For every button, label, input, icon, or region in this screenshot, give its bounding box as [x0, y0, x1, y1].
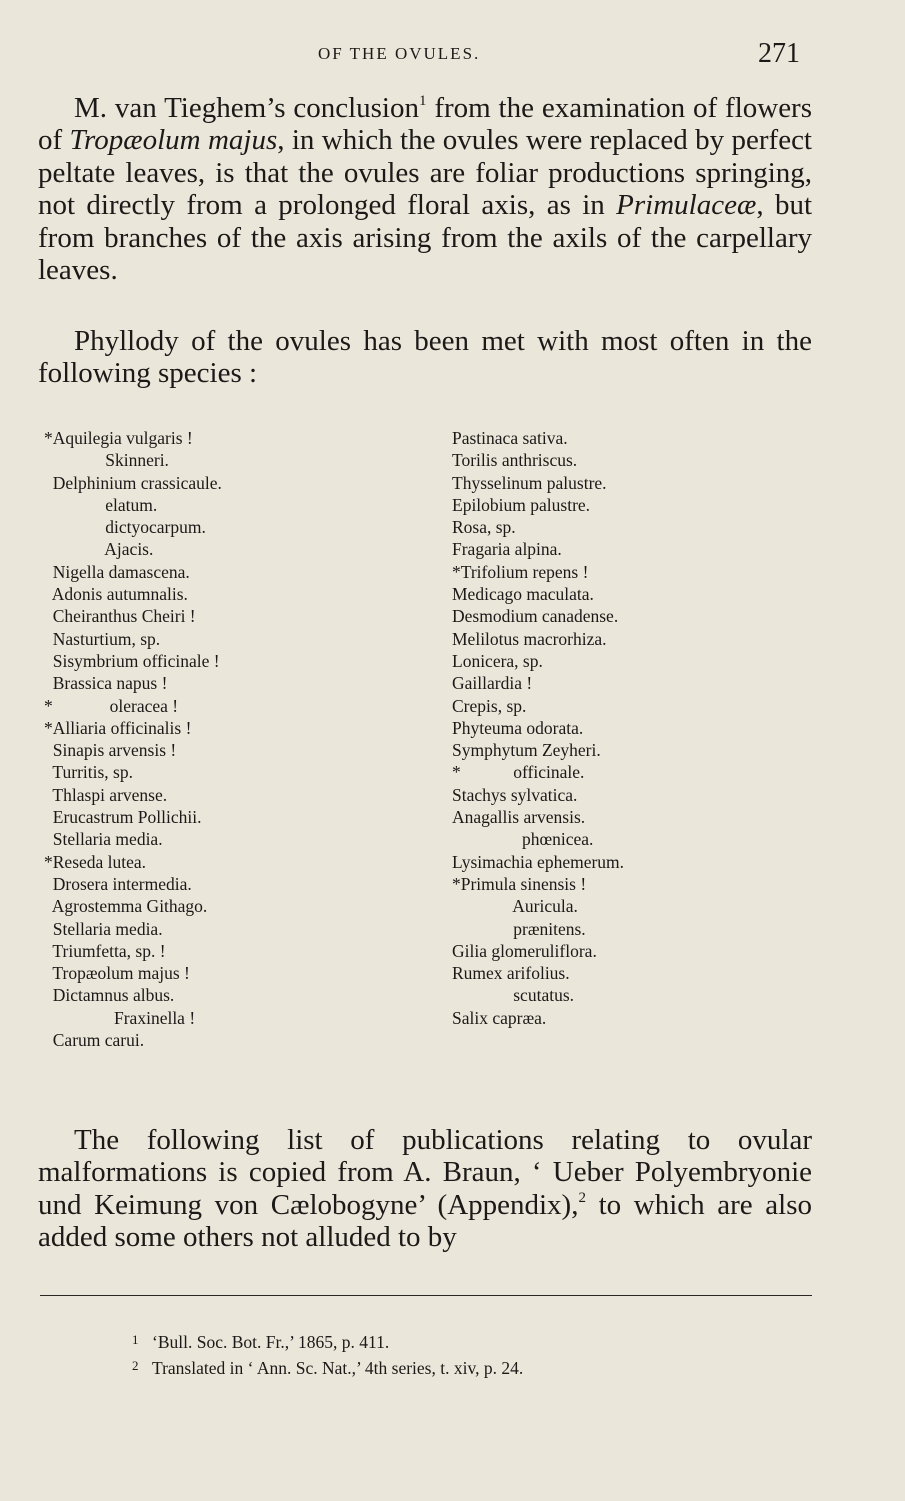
footnotes — [132, 1328, 812, 1380]
species-item: Fragaria alpina. — [452, 539, 562, 560]
species-item: Brassica napus ! — [44, 673, 168, 694]
species-list-left — [44, 427, 414, 1051]
species-item: elatum. — [44, 494, 158, 515]
species-item: Carum carui. — [44, 1030, 145, 1051]
species-item: Drosera intermedia. — [44, 873, 192, 894]
species-item: Gilia glomeruliflora. — [452, 940, 597, 961]
paragraph-text: , in which the ovules were replaced by perfect peltate leaves, is that the ovules are foliar productions springing, not directly from a prolonged floral axis, as in — [38, 124, 812, 222]
species-item: dictyocarpum. — [44, 517, 206, 538]
species-list-right — [452, 427, 792, 1029]
footnote-ref-2: 2 — [578, 1189, 586, 1206]
paragraph-publications — [38, 1124, 812, 1254]
footnote — [132, 1354, 812, 1380]
species-item: Lysimachia ephemerum. — [452, 851, 625, 872]
footnote-text: ‘Bull. Soc. Bot. Fr.,’ 1865, p. 411. — [152, 1332, 390, 1352]
species-item: * officinale. — [452, 762, 585, 783]
species-item: scutatus. — [452, 985, 575, 1006]
species-item: * oleracea ! — [44, 695, 179, 716]
taxon-italic: Primulaceæ — [616, 189, 757, 222]
species-item: Dictamnus albus. — [44, 985, 175, 1006]
paragraph-text: from the examination of flowers of — [38, 92, 813, 157]
paragraph-phyllody: Phyllody of the ovules has been met with most often in the following species : — [38, 325, 812, 390]
species-item: *Aquilegia vulgaris ! — [44, 428, 193, 448]
species-item: Phyteuma odorata. — [452, 717, 584, 738]
species-item: Torilis anthriscus. — [452, 450, 578, 471]
species-item: Turritis, sp. — [44, 762, 133, 783]
species-item: *Trifolium repens ! — [452, 561, 589, 582]
species-item: Skinneri. — [44, 450, 169, 471]
paragraph-text: The following list of publications relating to ovular malformations is copied from A. Braun, ‘ Ueber Polyembryonie und Keimung von Cælobogyne’ (Appendix), — [38, 1124, 812, 1221]
species-item: *Primula sinensis ! — [452, 873, 587, 894]
species-item: Agrostemma Githago. — [44, 896, 208, 917]
species-item: Melilotus macrorhiza. — [452, 628, 607, 649]
species-item: Gaillardia ! — [452, 673, 533, 694]
species-item: Thysselinum palustre. — [452, 472, 607, 493]
species-item: Crepis, sp. — [452, 695, 527, 716]
paragraph-text: to which are also added some others not alluded to by — [38, 1188, 812, 1254]
species-item: Stachys sylvatica. — [452, 784, 578, 805]
footnote-mark: 2 — [132, 1358, 139, 1373]
species-item: Epilobium palustre. — [452, 494, 591, 515]
footnote-divider — [40, 1295, 812, 1296]
species-item: Triumfetta, sp. ! — [44, 940, 166, 961]
species-item: Delphinium crassicaule. — [44, 472, 222, 493]
species-item: Rosa, sp. — [452, 517, 516, 538]
species-item: Auricula. — [452, 896, 578, 917]
species-item: Fraxinella ! — [44, 1007, 196, 1028]
species-item: prænitens. — [452, 918, 586, 939]
species-item: Cheiranthus Cheiri ! — [44, 606, 196, 627]
species-item: Anagallis arvensis. — [452, 807, 586, 828]
paragraph-van-tieghem — [38, 92, 812, 286]
taxon-italic: Tropæolum majus — [69, 124, 278, 157]
species-item: Sisymbrium officinale ! — [44, 650, 220, 671]
species-item: Sinapis arvensis ! — [44, 740, 177, 761]
paragraph-text: , but from branches of the axis arising from the axils of the carpellary leaves. — [38, 189, 812, 287]
page-number: 271 — [758, 38, 800, 69]
species-item: *Reseda lutea. — [44, 851, 147, 872]
species-item: Ajacis. — [44, 539, 154, 560]
species-item: Adonis autumnalis. — [44, 584, 188, 605]
footnote-mark: 1 — [132, 1332, 139, 1347]
footnote-ref-1: 1 — [418, 93, 427, 109]
species-item: phœnicea. — [452, 829, 594, 850]
species-item: Nigella damascena. — [44, 561, 190, 582]
species-item: Nasturtium, sp. — [44, 628, 161, 649]
species-item: Medicago maculata. — [452, 584, 594, 605]
species-item: Rumex arifolius. — [452, 963, 570, 984]
species-item: Lonicera, sp. — [452, 650, 543, 671]
species-item: Symphytum Zeyheri. — [452, 740, 601, 761]
species-item: Salix capræa. — [452, 1007, 547, 1028]
species-item: Erucastrum Pollichii. — [44, 807, 202, 828]
species-item: Stellaria media. — [44, 829, 163, 850]
running-head — [0, 38, 905, 68]
species-item: Thlaspi arvense. — [44, 784, 168, 805]
footnote — [132, 1328, 812, 1354]
species-item: Tropæolum majus ! — [44, 963, 190, 984]
paragraph-text: M. van Tieghem’s conclusion — [74, 92, 419, 124]
species-item: *Alliaria officinalis ! — [44, 717, 192, 738]
species-item: Desmodium canadense. — [452, 606, 619, 627]
species-item: Pastinaca sativa. — [452, 428, 568, 448]
species-item: Stellaria media. — [44, 918, 163, 939]
footnote-text: Translated in ‘ Ann. Sc. Nat.,’ 4th series, t. xiv, p. 24. — [152, 1358, 524, 1378]
running-title: OF THE OVULES. — [318, 44, 481, 63]
